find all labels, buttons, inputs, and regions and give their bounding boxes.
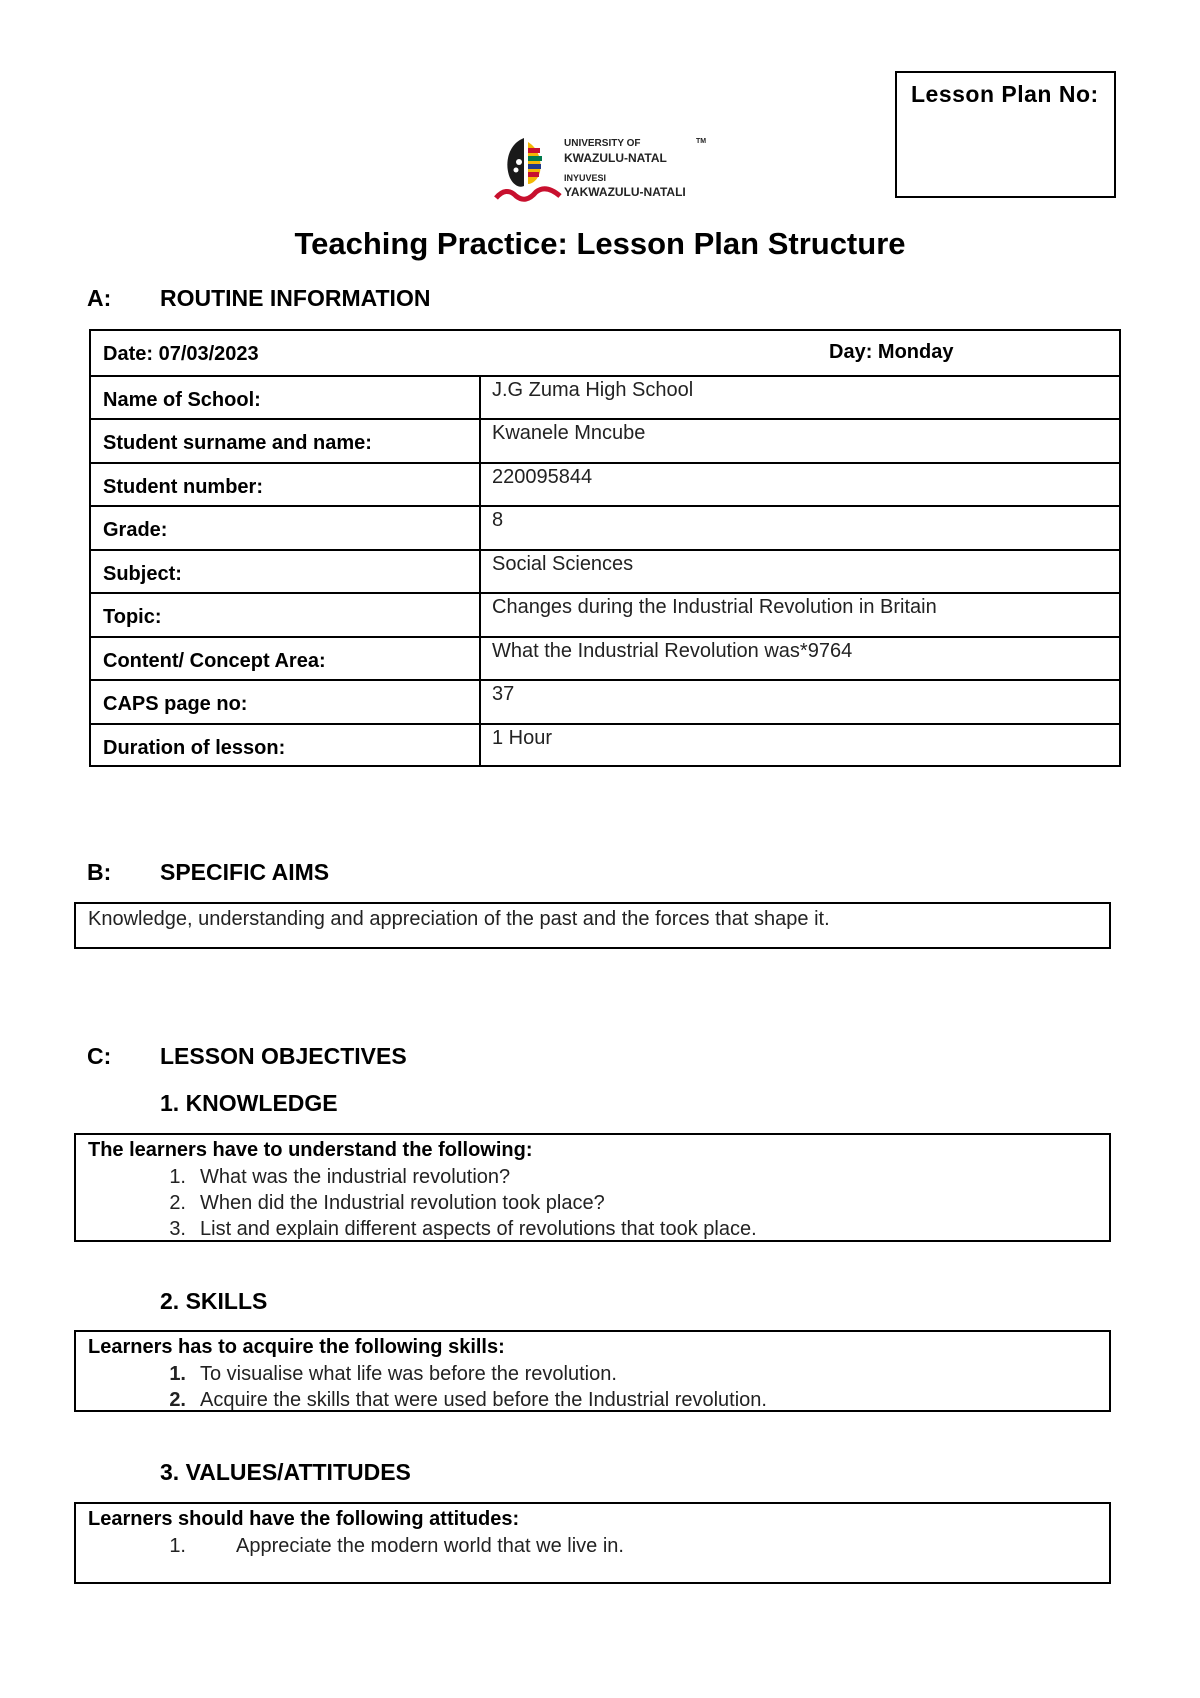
logo-line-2: KWAZULU-NATAL [564, 151, 667, 165]
list-item-number: 3. [169, 1218, 186, 1240]
row-value: Kwanele Mncube [492, 422, 646, 444]
specific-aims-box [74, 902, 1111, 949]
section-a-heading: ROUTINE INFORMATION [160, 285, 431, 311]
row-label: Duration of lesson: [103, 736, 286, 759]
list-item-number: 1. [169, 1363, 186, 1385]
row-value: What the Industrial Revolution was*9764 [492, 639, 853, 662]
section-b-heading: SPECIFIC AIMS [160, 859, 330, 885]
list-item [150, 1535, 624, 1558]
knowledge-intro: The learners have to understand the following: [88, 1139, 533, 1161]
list-item-number: 1. [169, 1535, 186, 1557]
list-item-number: 2. [169, 1389, 186, 1411]
list-item-number: 1. [169, 1166, 186, 1188]
row-label: Topic: [103, 606, 162, 628]
row-value: 37 [492, 683, 515, 705]
table-row [91, 505, 1119, 549]
row-label: Subject: [103, 562, 182, 585]
logo-line-1: UNIVERSITY OF [564, 138, 641, 149]
knowledge-heading: 1. KNOWLEDGE [160, 1090, 338, 1116]
row-value: 8 [492, 509, 504, 531]
list-item [150, 1218, 757, 1241]
skills-heading: 2. SKILLS [160, 1288, 268, 1314]
logo-trademark: TM [696, 138, 707, 145]
list-item-text: Acquire the skills that were used before the Industrial revolution. [200, 1389, 767, 1411]
university-logo [494, 134, 714, 206]
table-row [91, 418, 1119, 462]
list-item [150, 1389, 767, 1412]
logo-line-3: INYUVESI [564, 173, 607, 183]
knowledge-box [74, 1133, 1111, 1242]
day-field: Day: Monday [829, 341, 954, 363]
section-c-letter: C: [87, 1043, 112, 1069]
routine-info-table [89, 329, 1121, 767]
list-item [150, 1166, 510, 1189]
values-heading: 3. VALUES/ATTITUDES [160, 1459, 411, 1485]
table-row [91, 592, 1119, 636]
section-a-letter: A: [87, 285, 112, 311]
row-label: Student surname and name: [103, 432, 372, 454]
skills-intro: Learners has to acquire the following skills: [88, 1336, 505, 1358]
list-item-text: List and explain different aspects of revolutions that took place. [200, 1218, 757, 1240]
section-c-heading: LESSON OBJECTIVES [160, 1043, 407, 1069]
row-value: 1 Hour [492, 726, 553, 749]
row-label: Content/ Concept Area: [103, 649, 326, 672]
row-value: 220095844 [492, 465, 593, 488]
list-item-number: 2. [169, 1192, 186, 1214]
lesson-plan-number-label: Lesson Plan No: [911, 81, 1099, 107]
section-b-letter: B: [87, 859, 112, 885]
row-label: Name of School: [103, 388, 261, 411]
list-item [150, 1363, 617, 1386]
row-value: Changes during the Industrial Revolution in Britain [492, 596, 937, 618]
table-row [91, 549, 1119, 593]
values-intro: Learners should have the following attitudes: [88, 1508, 520, 1530]
table-row-date [91, 331, 1119, 375]
table-row [91, 375, 1119, 419]
table-row [91, 723, 1119, 767]
row-value: J.G Zuma High School [492, 378, 694, 401]
list-item [150, 1192, 605, 1215]
skills-box [74, 1330, 1111, 1412]
list-item-text: What was the industrial revolution? [200, 1166, 511, 1188]
list-item-text: To visualise what life was before the revolution. [200, 1363, 617, 1385]
row-label: Student number: [103, 475, 263, 498]
row-value: Social Sciences [492, 552, 634, 575]
logo-line-4: YAKWAZULU-NATALI [564, 185, 686, 199]
list-item-text: When did the Industrial revolution took place? [200, 1192, 605, 1214]
lesson-plan-number-box [895, 71, 1116, 198]
ukzn-emblem-icon [494, 134, 564, 206]
list-item-text: Appreciate the modern world that we live in. [236, 1535, 624, 1557]
page-title: Teaching Practice: Lesson Plan Structure [294, 226, 906, 261]
row-label: CAPS page no: [103, 693, 248, 715]
date-field: Date: 07/03/2023 [103, 343, 259, 365]
table-row [91, 636, 1119, 680]
specific-aims-text: Knowledge, understanding and appreciation of the past and the forces that shape it. [88, 908, 830, 930]
table-row [91, 462, 1119, 506]
table-row [91, 679, 1119, 723]
row-label: Grade: [103, 519, 168, 541]
values-box [74, 1502, 1111, 1584]
